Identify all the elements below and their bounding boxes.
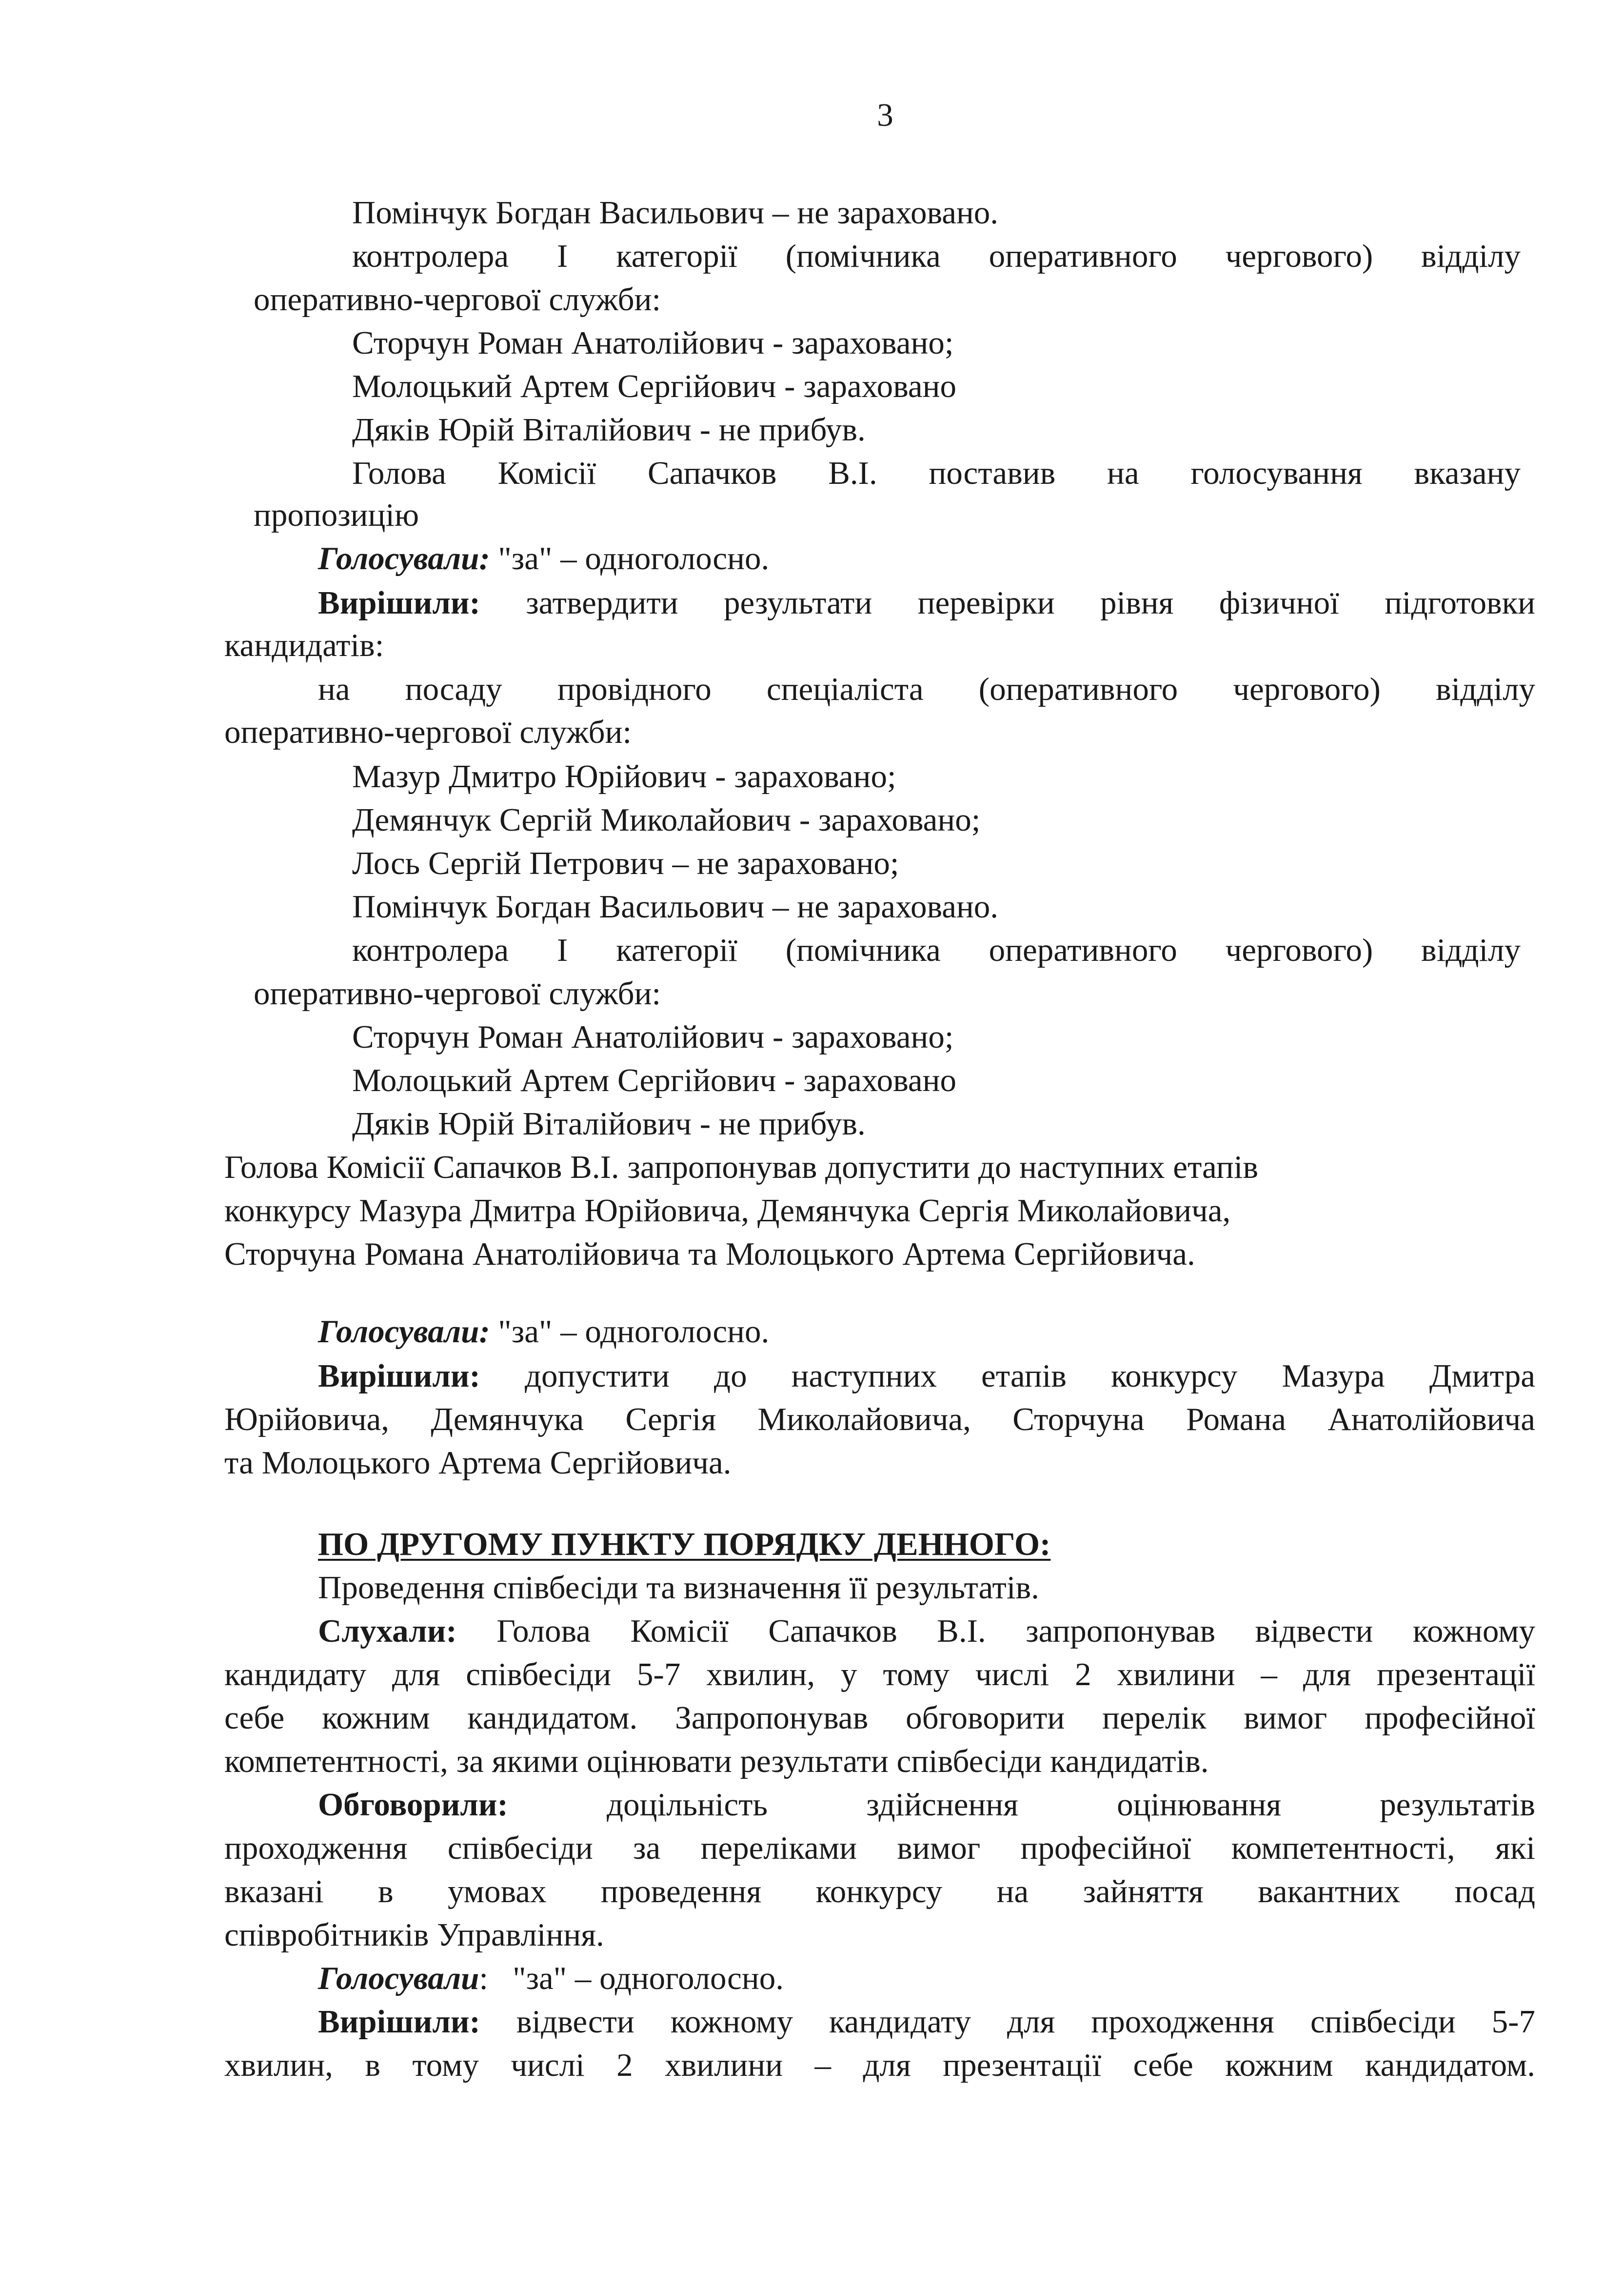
text-line: Голова Комісії Сапачков В.І. запропонував допустити до наступних етапів [224,1149,1259,1185]
text-line: пропозицію [254,497,419,533]
text-line: Мазур Дмитро Юрійович - зараховано; [352,758,896,795]
text-line: контролера І категорії (помічника оперативного чергового) відділу [352,238,1521,274]
text-line: Помінчук Богдан Васильович – не зараховано. [352,195,999,231]
text-line: Голова Комісії Сапачков В.І. поставив на голосування вказану [352,455,1521,491]
text-line: Юрійовича, Демянчука Сергія Миколайовича, Сторчуна Романа Анатолійовича [224,1401,1535,1437]
text-line: себе кожним кандидатом. Запропонував обговорити перелік вимог професійної [224,1700,1535,1736]
text-line: Голова Комісії Сапачков В.І. запропонував відвести кожному [496,1613,1536,1649]
vote-paragraph: Голосували: "за" – одноголосно. [318,1960,784,1996]
text-line: оперативно-чергової служби: [224,714,632,750]
voted-label: Голосували: [318,540,490,577]
text-line: проходження співбесіди за переліками вимог професійної компетентності, які [224,1830,1535,1866]
decision-paragraph [318,2000,1535,2044]
text-line: Сторчун Роман Анатолійович - зараховано; [352,1019,954,1055]
text-line: допустити до наступних етапів конкурсу Мазура Дмитра [524,1358,1535,1394]
decision-paragraph [318,581,1535,625]
text-line: оперативно-чергової служби: [254,975,661,1012]
text-line: співробітників Управління. [224,1917,604,1953]
decided-label: Вирішили: [318,1358,480,1394]
text-line: відвести кожному кандидату для проходження співбесіди 5-7 [516,2004,1535,2040]
text-line: компетентності, за якими оцінювати результати співбесіди кандидатів. [224,1743,1209,1779]
text-line: Молоцький Артем Сергійович - зараховано [352,1062,956,1098]
text-line: на посаду провідного спеціаліста (оперативного чергового) відділу [318,671,1535,707]
text-line: кандидатів: [224,627,384,663]
text-line: конкурсу Мазура Дмитра Юрійовича, Демянчука Сергія Миколайовича, [224,1193,1231,1229]
decided-label: Вирішили: [318,585,480,621]
text-line: Сторчун Роман Анатолійович - зараховано; [352,325,954,361]
discussed-paragraph [318,1783,1535,1827]
vote-paragraph [318,1310,769,1353]
text-line: "за" – одноголосно. [498,1313,770,1350]
text-line: оперативно-чергової служби: [254,281,661,318]
text-line: та Молоцького Артема Сергійовича. [224,1445,732,1481]
decided-label: Вирішили: [318,2004,480,2040]
text-line: Помінчук Богдан Васильович – не зараховано. [352,889,999,925]
vote-paragraph [318,537,769,580]
text-line: Проведення співбесіди та визначення її результатів. [318,1570,1039,1606]
text-line: вказані в умовах проведення конкурсу на зайняття вакантних посад [224,1873,1535,1910]
text-line: Дяків Юрій Віталійович - не прибув. [352,1106,866,1142]
text-line: Лось Сергій Петрович – не зараховано; [352,845,899,881]
text-line: Сторчуна Романа Анатолійовича та Молоцького Артема Сергійовича. [224,1236,1195,1272]
decision-paragraph [318,1354,1535,1398]
discussed-label: Обговорили: [318,1787,508,1823]
text-line: "за" – одноголосно. [513,1960,784,1996]
text-line: Демянчук Сергій Миколайович - зараховано; [352,802,981,838]
text-line: затвердити результати перевірки рівня фізичної підготовки [526,585,1535,621]
heard-label: Слухали: [318,1613,457,1649]
text-line: кандидату для співбесіди 5-7 хвилин, у тому числі 2 хвилини – для презентації [224,1656,1535,1692]
voted-label: Голосували [318,1960,479,1996]
text-line: Молоцький Артем Сергійович - зараховано [352,368,956,404]
text-line: доцільність здійснення оцінювання результатів [607,1787,1536,1823]
text-line: хвилин, в тому числі 2 хвилини – для презентації себе кожним кандидатом. [224,2047,1535,2083]
text-line: Дяків Юрій Віталійович - не прибув. [352,412,866,448]
text-line: "за" – одноголосно. [498,540,770,577]
section-heading: ПО ДРУГОМУ ПУНКТУ ПОРЯДКУ ДЕННОГО: [318,1526,1051,1562]
page-number: 3 [877,97,893,133]
text-line: контролера І категорії (помічника оперативного чергового) відділу [352,932,1521,968]
heard-paragraph [318,1610,1535,1653]
voted-label: Голосували: [318,1313,490,1350]
